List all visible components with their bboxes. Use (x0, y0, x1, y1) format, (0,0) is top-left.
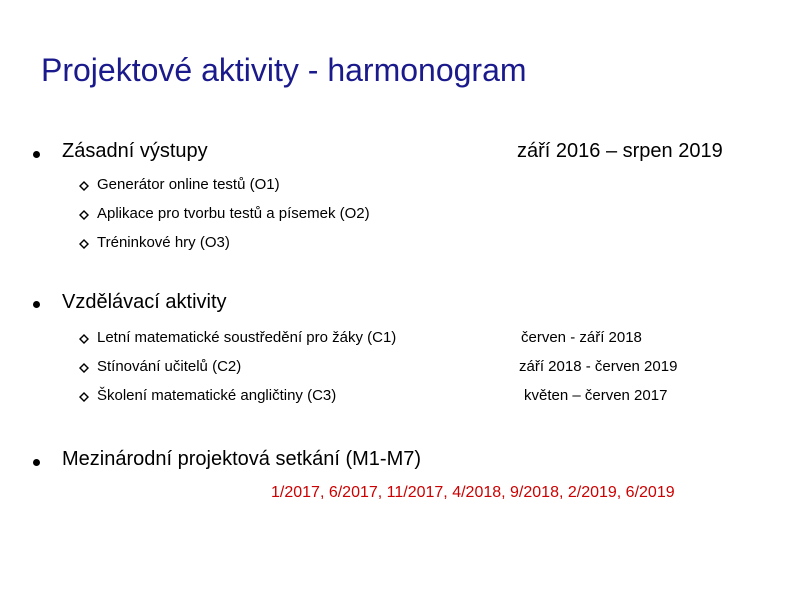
section-heading-education: Vzdělávací aktivity (62, 291, 227, 313)
diamond-bullet-icon (78, 209, 90, 221)
bullet-dot-icon (33, 459, 40, 466)
list-item: Tréninkové hry (O3) (97, 234, 230, 251)
list-item-date: září 2018 - červen 2019 (519, 358, 678, 375)
list-item: Školení matematické angličtiny (C3) (97, 387, 337, 404)
list-item: Aplikace pro tvorbu testů a písemek (O2) (97, 205, 370, 222)
list-item-date: květen – červen 2017 (524, 387, 668, 404)
section-heading-meetings: Mezinárodní projektová setkání (M1-M7) (62, 448, 422, 470)
list-item: Letní matematické soustředění pro žáky (C1) (97, 329, 397, 346)
diamond-bullet-icon (78, 391, 90, 403)
meeting-dates: 1/2017, 6/2017, 11/2017, 4/2018, 9/2018, 2/2019, 6/2019 (271, 484, 675, 501)
diamond-bullet-icon (78, 180, 90, 192)
section-date-outputs: září 2016 – srpen 2019 (517, 140, 723, 162)
list-item: Generátor online testů (O1) (97, 176, 280, 193)
list-item: Stínování učitelů (C2) (97, 358, 242, 375)
section-heading-outputs: Zásadní výstupy (62, 140, 208, 162)
slide-title: Projektové aktivity - harmonogram (41, 52, 527, 88)
list-item-date: červen - září 2018 (521, 329, 642, 346)
diamond-bullet-icon (78, 362, 90, 374)
diamond-bullet-icon (78, 333, 90, 345)
bullet-dot-icon (33, 301, 40, 308)
diamond-bullet-icon (78, 238, 90, 250)
bullet-dot-icon (33, 151, 40, 158)
